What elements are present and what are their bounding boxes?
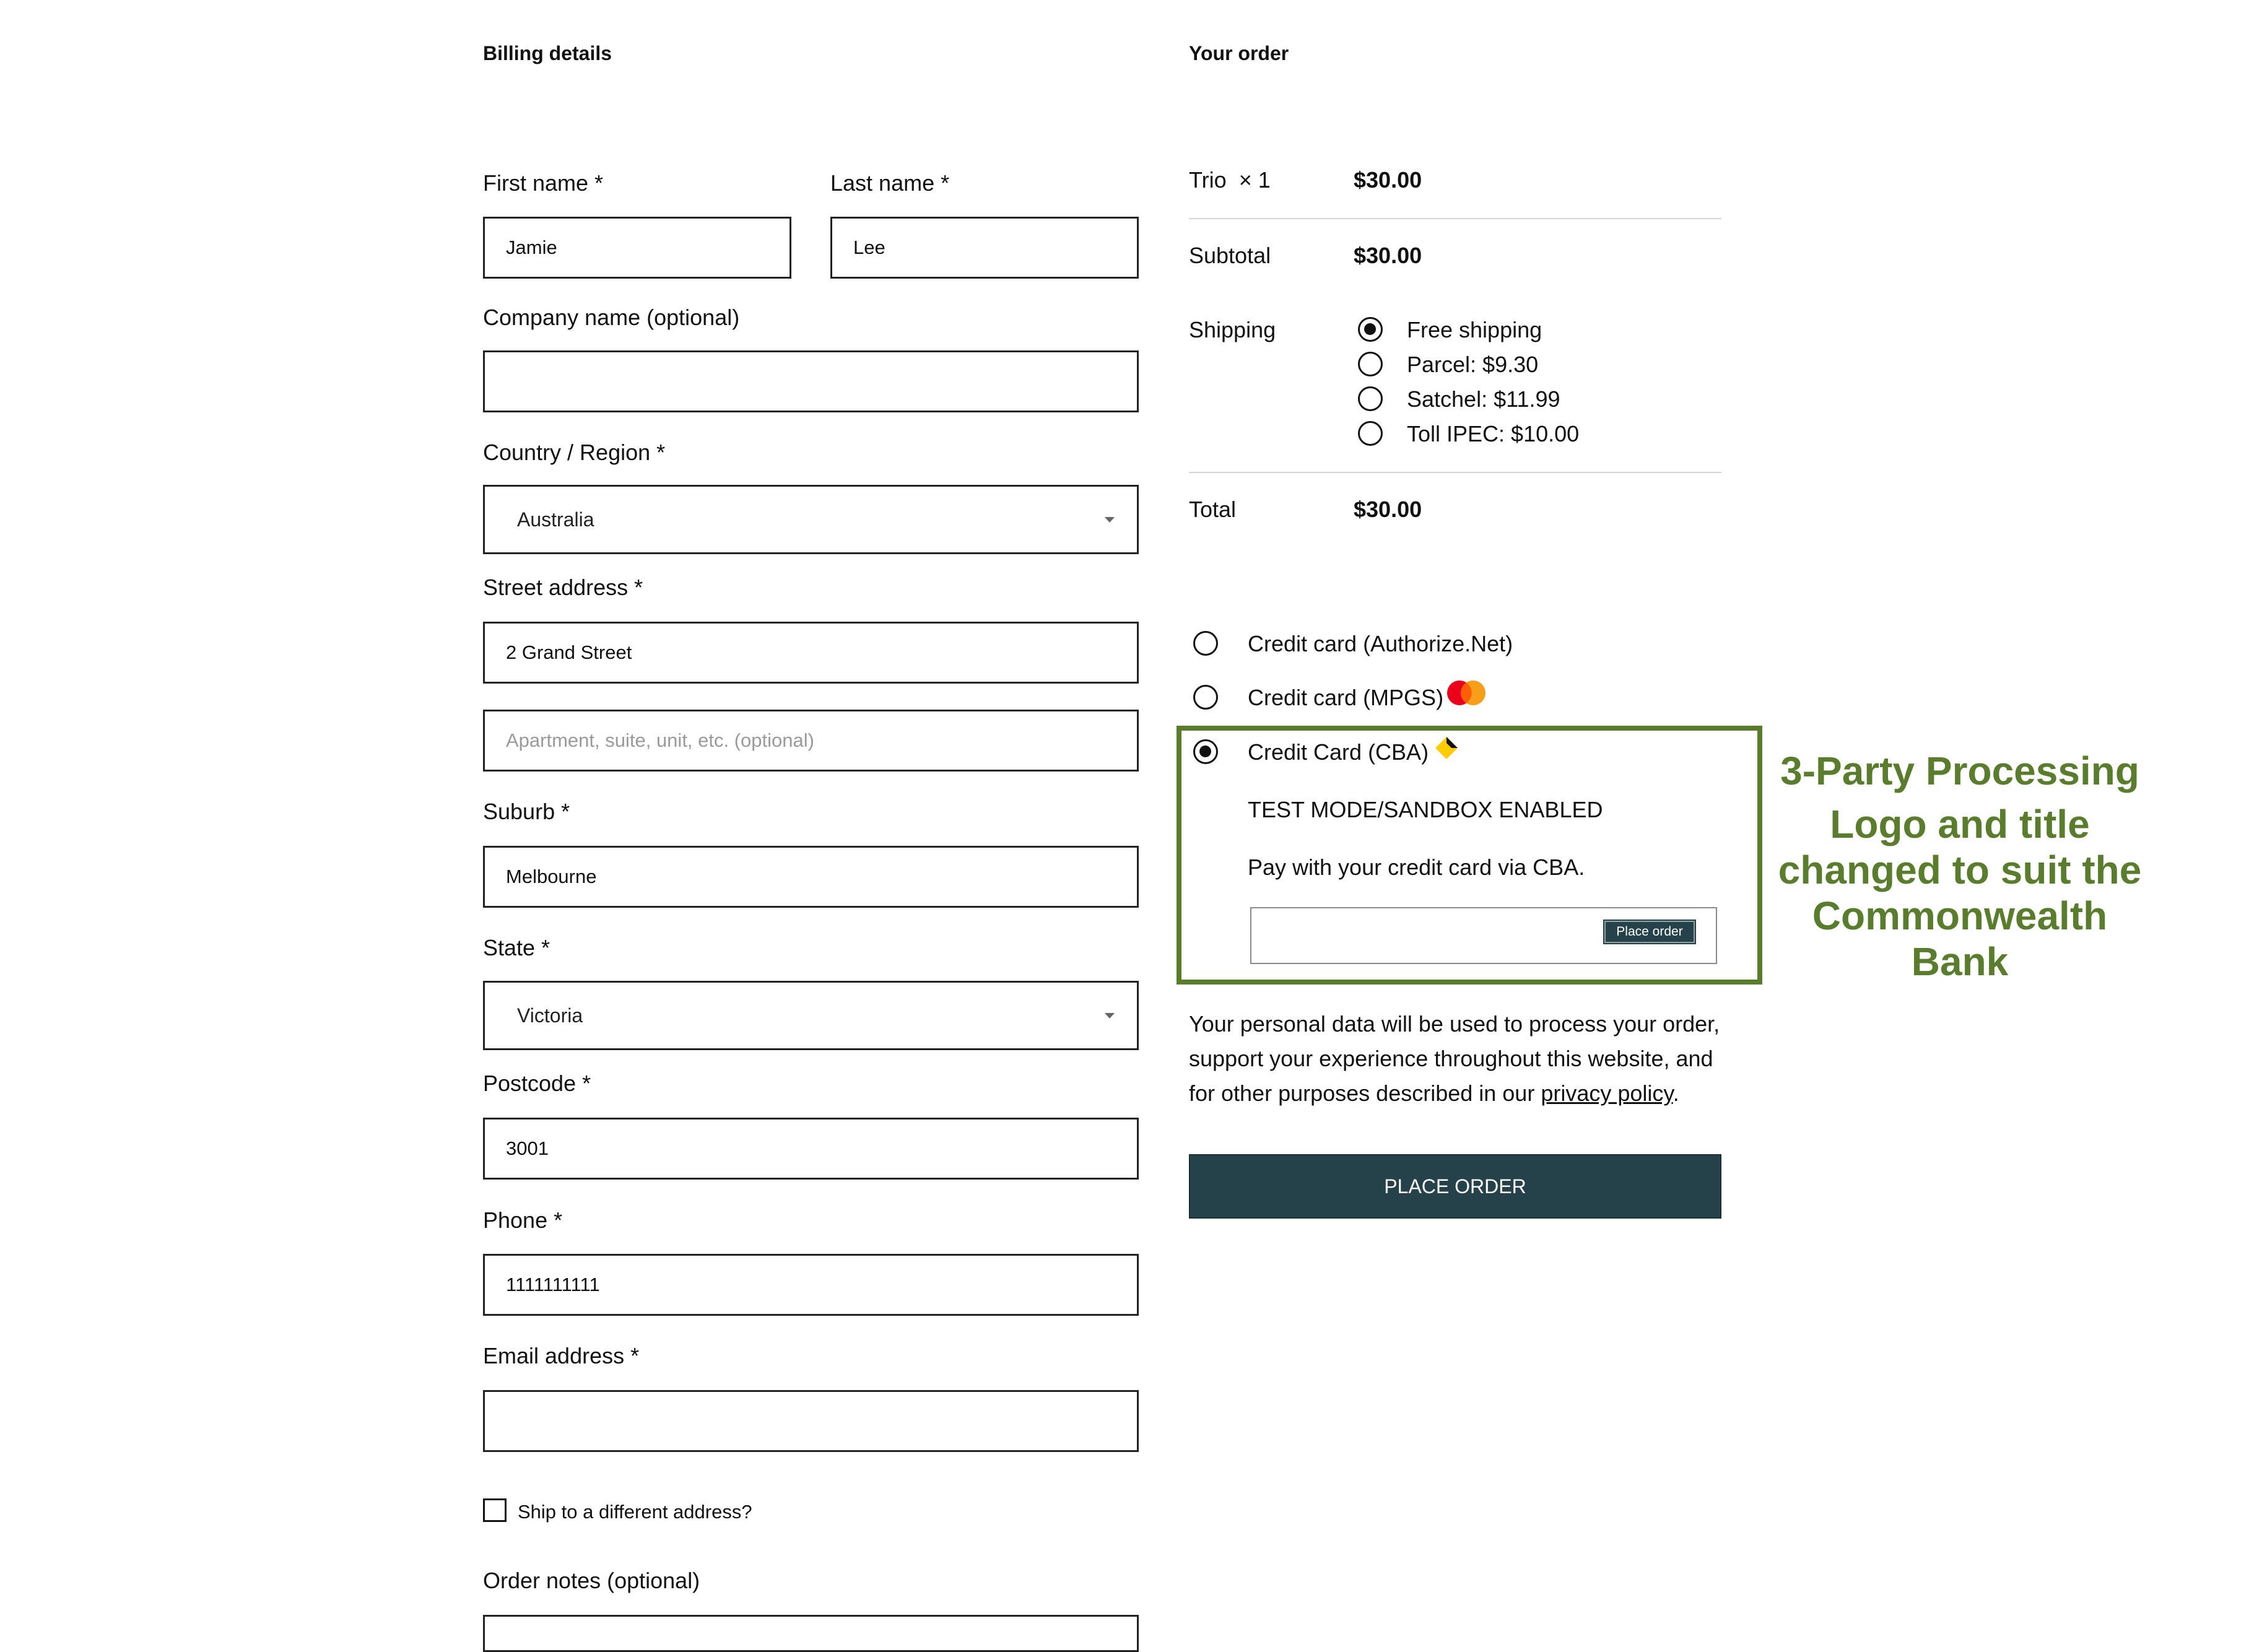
subtotal-label: Subtotal bbox=[1189, 243, 1271, 268]
shipping-option-satchel[interactable]: Satchel: $11.99 bbox=[1407, 386, 1560, 412]
email-input[interactable] bbox=[483, 1390, 1139, 1452]
payment-method-authorize-net[interactable]: Credit card (Authorize.Net) bbox=[1248, 631, 1513, 656]
billing-heading: Billing details bbox=[483, 42, 612, 64]
state-value: Victoria bbox=[517, 1004, 583, 1027]
order-item-amount: $30.00 bbox=[1354, 167, 1422, 193]
shipping-option-toll[interactable]: Toll IPEC: $10.00 bbox=[1407, 421, 1580, 446]
suburb-input[interactable] bbox=[483, 846, 1139, 908]
shipping-option-free[interactable]: Free shipping bbox=[1407, 317, 1542, 342]
postcode-input[interactable] bbox=[483, 1118, 1139, 1180]
chevron-down-icon bbox=[1105, 1013, 1115, 1019]
street-address-input[interactable] bbox=[483, 622, 1139, 684]
privacy-notice bbox=[1189, 1007, 1734, 1111]
annotation-line-5: Bank bbox=[1911, 939, 2009, 984]
state-select[interactable] bbox=[483, 981, 1139, 1050]
test-mode-notice: TEST MODE/SANDBOX ENABLED bbox=[1248, 797, 1603, 822]
mastercard-logo-icon bbox=[1445, 679, 1487, 706]
country-select[interactable] bbox=[483, 485, 1139, 554]
subtotal-amount: $30.00 bbox=[1354, 243, 1422, 268]
street-address-label: Street address * bbox=[483, 575, 643, 600]
annotation-line-4: Commonwealth bbox=[1812, 893, 2108, 938]
order-divider bbox=[1189, 472, 1721, 473]
payment-radio-mpgs[interactable] bbox=[1193, 685, 1218, 710]
commbank-logo-icon bbox=[1434, 736, 1459, 760]
order-divider bbox=[1189, 218, 1721, 219]
postcode-label: Postcode * bbox=[483, 1071, 591, 1096]
place-order-button[interactable]: PLACE ORDER bbox=[1189, 1154, 1721, 1219]
phone-input[interactable] bbox=[483, 1254, 1139, 1316]
total-amount: $30.00 bbox=[1354, 497, 1422, 522]
shipping-option-parcel[interactable]: Parcel: $9.30 bbox=[1407, 352, 1539, 377]
order-heading: Your order bbox=[1189, 42, 1289, 64]
shipping-radio-parcel[interactable] bbox=[1358, 352, 1383, 376]
payment-radio-authorize-net[interactable] bbox=[1193, 631, 1218, 656]
country-label: Country / Region * bbox=[483, 440, 666, 465]
embedded-place-order-button[interactable]: Place order bbox=[1604, 921, 1695, 943]
order-item-qty: × 1 bbox=[1238, 167, 1271, 193]
shipping-label: Shipping bbox=[1189, 317, 1276, 342]
company-name-input[interactable] bbox=[483, 350, 1139, 412]
ship-different-checkbox[interactable] bbox=[483, 1498, 507, 1522]
annotation-line-1: 3-Party Processing bbox=[1780, 749, 2139, 793]
shipping-radio-satchel[interactable] bbox=[1358, 386, 1383, 411]
payment-method-cba[interactable]: Credit Card (CBA) bbox=[1248, 739, 1429, 765]
last-name-input[interactable] bbox=[830, 217, 1139, 279]
order-notes-textarea[interactable] bbox=[483, 1615, 1139, 1652]
ship-different-label[interactable]: Ship to a different address? bbox=[518, 1501, 752, 1523]
country-value: Australia bbox=[517, 508, 594, 531]
payment-method-mpgs[interactable]: Credit card (MPGS) bbox=[1248, 685, 1444, 710]
phone-label: Phone * bbox=[483, 1207, 563, 1233]
annotation-callout bbox=[1762, 748, 2158, 985]
state-label: State * bbox=[483, 935, 550, 960]
privacy-text-end: . bbox=[1673, 1080, 1679, 1106]
privacy-policy-link[interactable]: privacy policy bbox=[1541, 1080, 1673, 1106]
chevron-down-icon bbox=[1105, 517, 1115, 523]
annotation-line-3: changed to suit the bbox=[1778, 848, 2142, 892]
company-name-label: Company name (optional) bbox=[483, 305, 740, 330]
shipping-radio-free[interactable] bbox=[1358, 317, 1383, 342]
total-label: Total bbox=[1189, 497, 1237, 522]
payment-radio-cba[interactable] bbox=[1193, 739, 1218, 764]
order-item-name bbox=[1189, 167, 1271, 193]
shipping-radio-toll[interactable] bbox=[1358, 421, 1383, 446]
annotation-line-2: Logo and title bbox=[1830, 802, 2090, 846]
street-address-line2-input[interactable] bbox=[483, 710, 1139, 772]
suburb-label: Suburb * bbox=[483, 799, 570, 824]
order-item-title: Trio bbox=[1189, 167, 1227, 193]
first-name-input[interactable] bbox=[483, 217, 791, 279]
privacy-text: Your personal data will be used to process your order, support your experience throughout this website, and for other purposes described in our bbox=[1189, 1011, 1720, 1106]
payment-description: Pay with your credit card via CBA. bbox=[1248, 854, 1585, 880]
email-label: Email address * bbox=[483, 1343, 640, 1368]
order-notes-label: Order notes (optional) bbox=[483, 1568, 700, 1593]
last-name-label: Last name * bbox=[830, 170, 950, 196]
first-name-label: First name * bbox=[483, 170, 604, 196]
